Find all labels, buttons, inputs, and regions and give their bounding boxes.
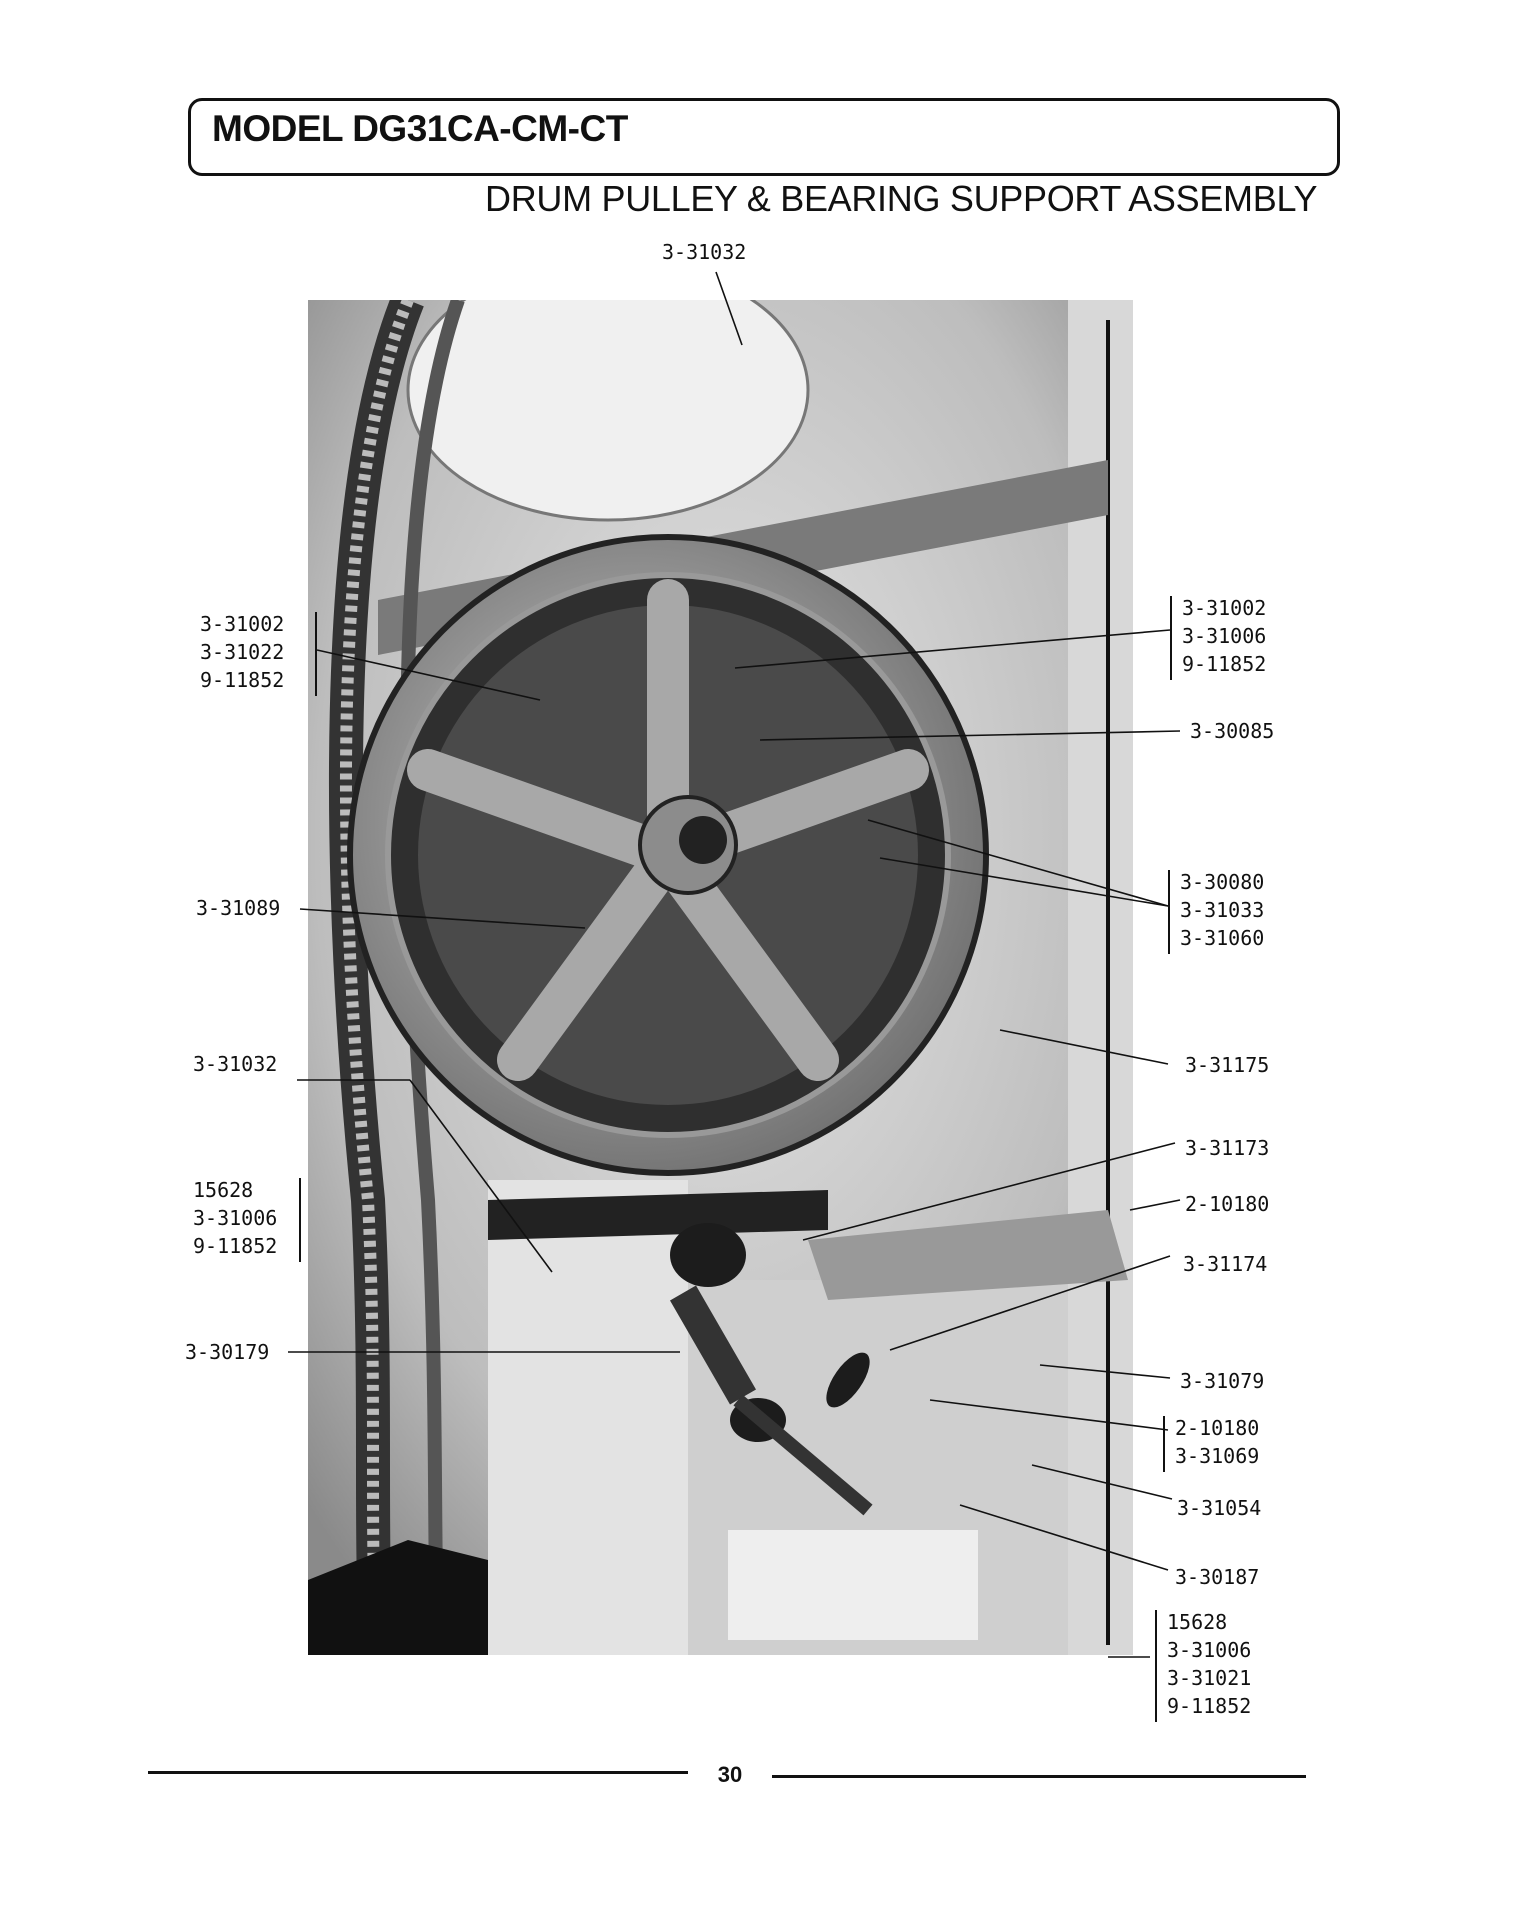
part-label-left-3: 3-31032 [193,1052,278,1076]
bracket-bar [1168,870,1170,954]
bracket-bar [1170,596,1172,680]
footer-rule-right [772,1775,1306,1778]
page-number: 30 [717,1762,743,1787]
model-title: MODEL DG31CA-CM-CT [212,108,628,149]
part-number: 3-31006 [193,1206,278,1230]
part-group-right-3 [1168,868,1288,956]
part-label-right-7: 3-31174 [1183,1252,1268,1276]
part-label-top: 3-31032 [662,240,747,264]
part-number: 3-31002 [200,612,285,636]
part-number: 3-31006 [1182,624,1267,648]
part-number: 3-31022 [200,640,285,664]
section-title: DRUM PULLEY & BEARING SUPPORT ASSEMBLY [485,178,1318,219]
part-label-right-2: 3-30085 [1190,719,1275,743]
part-label-right-11: 3-30187 [1175,1565,1260,1589]
part-number: 15628 [1167,1610,1228,1634]
part-number: 3-31002 [1182,596,1267,620]
part-label-right-8: 3-31079 [1180,1369,1265,1393]
part-number: 9-11852 [1167,1694,1252,1718]
footer-rule-left [148,1771,688,1774]
part-label-right-5: 3-31173 [1185,1136,1270,1160]
bracket-bar [1155,1610,1157,1722]
part-number: 3-31021 [1167,1666,1252,1690]
part-group-right-9 [1163,1414,1283,1474]
part-group-right-12 [1155,1608,1280,1724]
part-number: 3-31006 [1167,1638,1252,1662]
part-number: 2-10180 [1175,1416,1260,1440]
part-number: 3-31033 [1180,898,1265,922]
part-number: 3-31069 [1175,1444,1260,1468]
part-group-left-1 [200,610,325,698]
bracket-bar [315,612,317,696]
part-group-left-4 [193,1176,303,1264]
part-number: 9-11852 [1182,652,1267,676]
bracket-bar [299,1178,301,1262]
part-label-left-2: 3-31089 [196,896,281,920]
part-label-right-6: 2-10180 [1185,1192,1270,1216]
part-label-left-5: 3-30179 [185,1340,270,1364]
drum-pulley-photo [308,300,1133,1655]
part-number: 15628 [193,1178,254,1202]
part-number: 3-30080 [1180,870,1265,894]
part-number: 9-11852 [193,1234,278,1258]
part-label-right-4: 3-31175 [1185,1053,1270,1077]
part-number: 3-31060 [1180,926,1265,950]
part-number: 9-11852 [200,668,285,692]
part-label-right-10: 3-31054 [1177,1496,1262,1520]
part-group-right-1 [1170,594,1290,682]
bracket-bar [1163,1416,1165,1472]
